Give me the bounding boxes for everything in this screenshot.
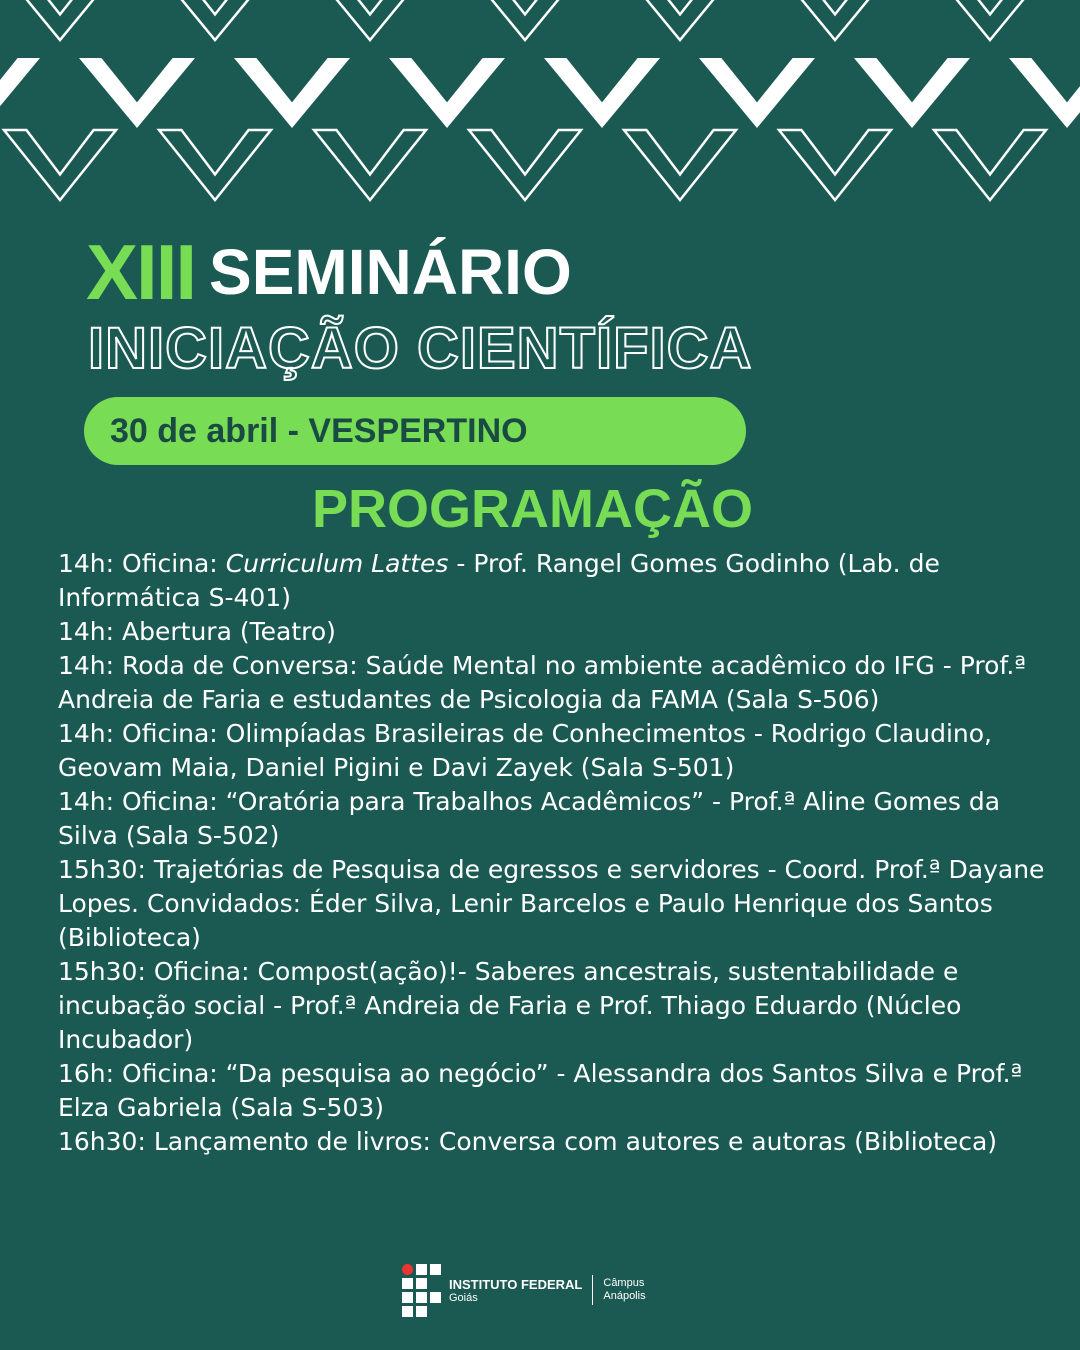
campus-line-1: Câmpus [603, 1277, 645, 1289]
schedule-item: 15h30: Trajetórias de Pesquisa de egressos e servidores - Coord. Prof.ª Dayane Lopes. Convidados: Éder Silva, Lenir Barcelos e Paulo Henrique dos Santos (Biblioteca) [58, 855, 1045, 952]
institution-name [449, 1277, 582, 1304]
chevron-shape [469, 0, 581, 40]
event-name: SEMINÁRIO [209, 236, 572, 308]
chevron-shape [779, 130, 891, 200]
footer-divider [592, 1275, 593, 1305]
schedule-list [58, 547, 1058, 1159]
schedule-item: 14h: Roda de Conversa: Saúde Mental no ambiente acadêmico do IFG - Prof.ª Andreia de Faria e estudantes de Psicologia da FAMA (Sala S-506) [58, 651, 1027, 714]
chevron-shape [4, 130, 116, 200]
chevron-shape [1009, 58, 1080, 128]
chevron-shape [314, 0, 426, 40]
chevron-shape [0, 58, 40, 128]
chevron-shape [234, 58, 350, 128]
chevron-shape [934, 130, 1046, 200]
edition-number: XIII [86, 228, 196, 316]
event-title [86, 228, 572, 316]
chevron-shape [4, 0, 116, 40]
chevron-shape [79, 58, 195, 128]
chevron-shape [934, 0, 1046, 40]
schedule-item: 15h30: Oficina: Compost(ação)!- Saberes ancestrais, sustentabilidade e incubação social - Prof.ª Andreia de Faria e Prof. Thiago Eduardo (Núcleo Incubador) [58, 957, 962, 1054]
date-badge [84, 397, 746, 465]
campus-name [603, 1277, 645, 1303]
chevron-shape [469, 130, 581, 200]
chevron-shape [624, 130, 736, 200]
chevron-shape [159, 0, 271, 40]
chevron-shape [854, 58, 970, 128]
schedule-item: 14h: Oficina: Olimpíadas Brasileiras de Conhecimentos - Rodrigo Claudino, Geovam Maia, Daniel Pigini e Davi Zayek (Sala S-501) [58, 719, 992, 782]
chevron-shape [699, 58, 815, 128]
chevron-shape [389, 58, 505, 128]
event-subtitle: INICIAÇÃO CIENTÍFICA [88, 316, 753, 381]
campus-line-2: Anápolis [603, 1290, 646, 1302]
institution-state: Goiás [449, 1291, 478, 1304]
institution-title: INSTITUTO FEDERAL [449, 1276, 583, 1292]
chevron-shape [314, 130, 426, 200]
schedule-item: 16h30: Lançamento de livros: Conversa com autores e autoras (Biblioteca) [58, 1127, 998, 1156]
chevron-pattern [0, 0, 1080, 215]
schedule-item: 16h: Oficina: “Da pesquisa ao negócio” - Alessandra dos Santos Silva e Prof.ª Elza Gabriela (Sala S-503) [58, 1059, 1023, 1122]
section-title: PROGRAMAÇÃO [312, 479, 753, 539]
chevron-shape [779, 0, 891, 40]
chevron-shape [624, 0, 736, 40]
schedule-item: 14h: Oficina: Curriculum Lattes - Prof. Rangel Gomes Godinho (Lab. de Informática S-401) [58, 549, 940, 612]
institution-footer [402, 1262, 646, 1318]
chevron-shape [159, 130, 271, 200]
schedule-item: 14h: Abertura (Teatro) [58, 617, 336, 646]
if-logo-icon [402, 1264, 441, 1317]
chevron-shape [544, 58, 660, 128]
date-label: 30 de abril - VESPERTINO [110, 411, 528, 450]
schedule-item: 14h: Oficina: “Oratória para Trabalhos Acadêmicos” - Prof.ª Aline Gomes da Silva (Sala S-502) [58, 787, 1001, 850]
